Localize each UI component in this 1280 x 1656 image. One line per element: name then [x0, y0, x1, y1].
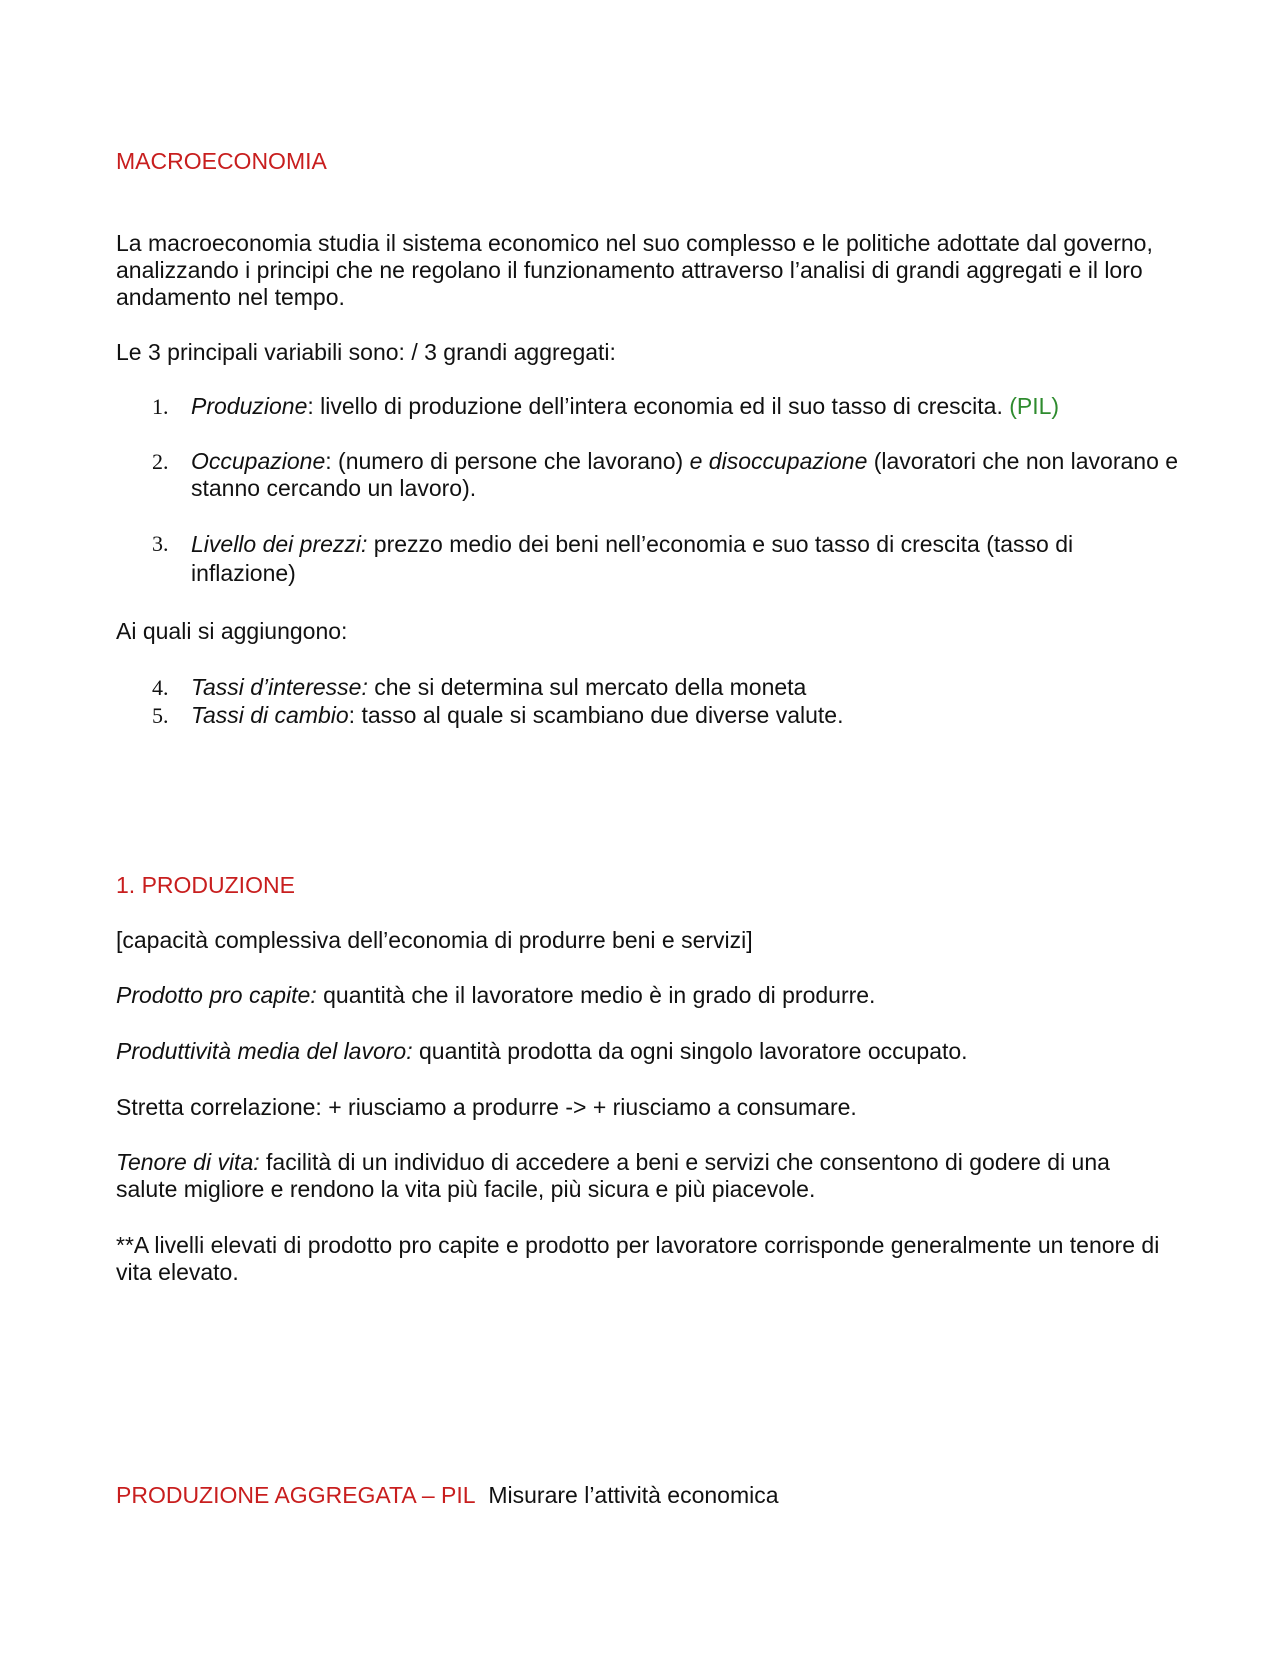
variables-intro: Le 3 principali variabili sono: / 3 grandi aggregati:	[116, 339, 616, 365]
additional-intro: Ai quali si aggiungono:	[116, 618, 348, 644]
list-item-text: : tasso al quale si scambiano due diverse valute.	[348, 702, 844, 728]
list-item-term: Occupazione	[191, 448, 326, 474]
list-item-tassi-cambio	[191, 702, 1181, 729]
list-item-text: : livello di produzione dell’intera economia ed il suo tasso di crescita.	[307, 393, 1010, 419]
list-item-produzione	[191, 393, 1181, 420]
list-item-tassi-interesse	[191, 674, 1181, 701]
list-item-term: Produzione	[191, 393, 308, 419]
list-item-text: : (numero di persone che lavorano)	[325, 448, 690, 474]
paragraph-term: Prodotto pro capite:	[116, 982, 317, 1008]
pil-tag: (PIL)	[1009, 393, 1060, 419]
list-item-term-secondary: e disoccupazione	[689, 448, 868, 474]
list-item-term: Livello dei prezzi:	[191, 531, 368, 557]
section-subtitle: Misurare l’attività economica	[488, 1482, 779, 1508]
section-title: PRODUZIONE AGGREGATA – PIL	[116, 1482, 476, 1508]
paragraph-text: facilità di un individuo di accedere a beni e servizi che consentono di godere di una salute migliore e rendono la vita più facile, più sicura e più piacevole.	[116, 1149, 1110, 1202]
page-title: MACROECONOMIA	[116, 148, 327, 174]
paragraph-prodotto-pro-capite	[116, 982, 1176, 1009]
list-item-prezzi	[191, 530, 1181, 588]
section-heading-produzione: 1. PRODUZIONE	[116, 872, 295, 898]
list-item-term: Tassi di cambio	[191, 702, 349, 728]
section-heading-pil	[116, 1482, 1176, 1509]
paragraph-text: quantità che il lavoratore medio è in grado di produrre.	[316, 982, 876, 1008]
paragraph-produttivita	[116, 1038, 1176, 1065]
list-item-occupazione	[191, 448, 1181, 502]
section-definition: [capacità complessiva dell’economia di produrre beni e servizi]	[116, 927, 753, 953]
paragraph-correlazione: Stretta correlazione: + riusciamo a produrre -> + riusciamo a consumare.	[116, 1094, 857, 1120]
list-item-number: 4.	[152, 675, 169, 700]
paragraph-term: Tenore di vita:	[116, 1149, 260, 1175]
paragraph-text: quantità prodotta da ogni singolo lavoratore occupato.	[412, 1038, 968, 1064]
list-item-text-secondary: (lavoratori che non lavorano e stanno cercando un lavoro).	[191, 448, 1179, 501]
list-item-term: Tassi d’interesse:	[191, 674, 368, 700]
paragraph-tenore-di-vita	[116, 1149, 1176, 1203]
paragraph-note: **A livelli elevati di prodotto pro capite e prodotto per lavoratore corrisponde generalmente un tenore di vita elevato.	[116, 1232, 1160, 1285]
list-item-number: 2.	[152, 449, 169, 474]
paragraph-term: Produttività media del lavoro:	[116, 1038, 413, 1064]
list-item-text: prezzo medio dei beni nell’economia e suo tasso di crescita (tasso di inflazione)	[191, 531, 1074, 586]
intro-paragraph: La macroeconomia studia il sistema economico nel suo complesso e le politiche adottate dal governo, analizzando i principi che ne regolano il funzionamento attraverso l’analisi di grandi aggregati e il loro andamento nel tempo.	[116, 230, 1153, 310]
list-item-text: che si determina sul mercato della moneta	[367, 674, 807, 700]
list-item-number: 1.	[152, 394, 169, 419]
list-item-number: 3.	[152, 531, 169, 556]
list-item-number: 5.	[152, 703, 169, 728]
